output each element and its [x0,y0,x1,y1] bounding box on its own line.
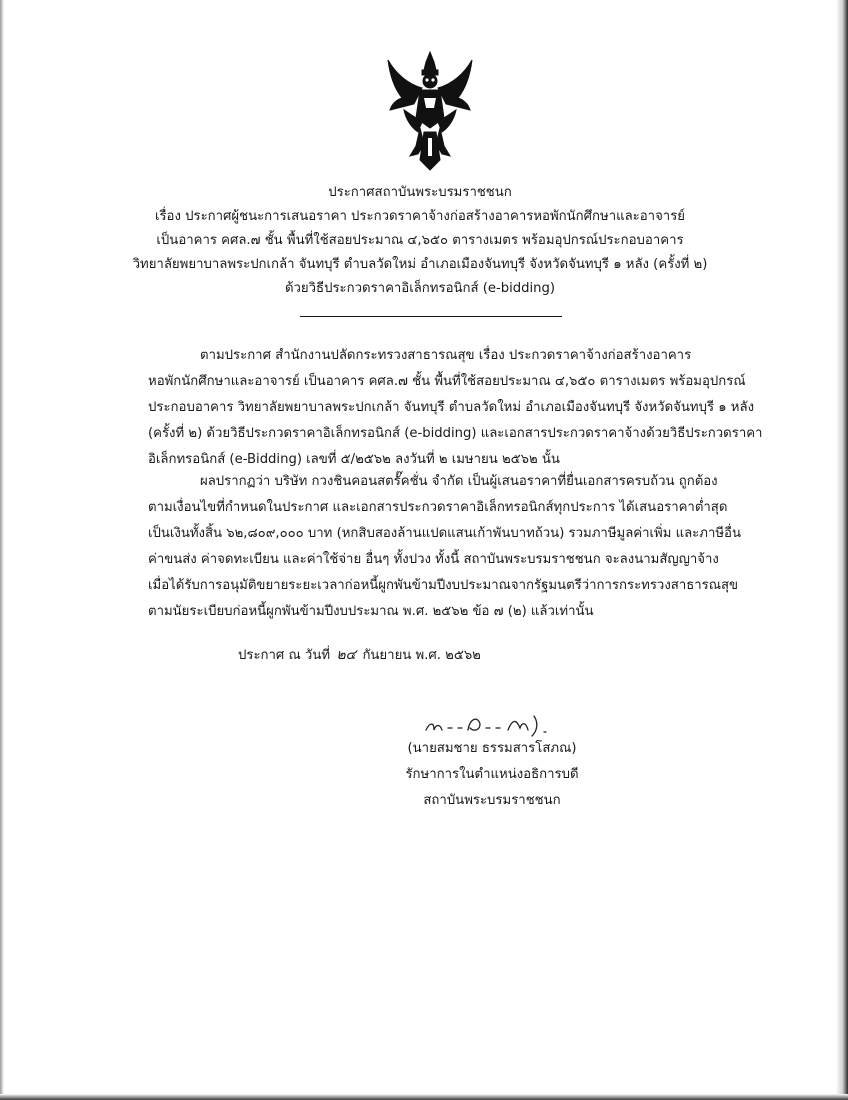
date-day-handwritten: ๒๔ [336,647,357,663]
paragraph-line: เมื่อได้รับการอนุมัติขยายระยะเวลาก่อหนี้ผูกพันข้ามปีงบประมาณจากรัฐมนตรีว่าการกระทรวงสาธารณสุข [148,578,739,593]
paragraph-line: ตามนัยระเบียบก่อหนี้ผูกพันข้ามปีงบประมาณ พ.ศ. ๒๕๖๒ ข้อ ๗ (๒) แล้วเท่านั้น [148,604,594,619]
garuda-emblem-icon [384,48,476,172]
signatory-organization: สถาบันพระบรมราชชนก [423,793,561,808]
heading-subject-line-2: เป็นอาคาร คศล.๗ ชั้น พื้นที่ใช้สอยประมาณ ๔,๖๕๐ ตารางเมตร พร้อมอุปกรณ์ประกอบอาคาร [156,233,684,248]
paragraph-line: ตามประกาศ สำนักงานปลัดกระทรวงสาธารณสุข เรื่อง ประกวดราคาจ้างก่อสร้างอาคาร [200,348,692,363]
paragraph-line: อิเล็กทรอนิกส์ (e-Bidding) เลขที่ ๕/๒๕๖๒ ลงวันที่ ๒ เมษายน ๒๕๖๒ นั้น [148,452,560,467]
paragraph-line: เป็นเงินทั้งสิ้น ๖๒,๘๐๙,๐๐๐ บาท (หกสิบสองล้านแปดแสนเก้าพันบาทถ้วน) รวมภาษีมูลค่าเพิ่ม และภาษีอื่น [148,526,741,541]
paragraph-reference [148,343,788,473]
paragraph-line: ตามเงื่อนไขที่กำหนดในประกาศ และเอกสารประกวดราคาอิเล็กทรอนิกส์ทุกประการ ได้เสนอราคาต่ำสุด [148,500,728,515]
paragraph-line: ค่าขนส่ง ค่าจดทะเบียน และค่าใช้จ่าย อื่นๆ ทั้งปวง ทั้งนี้ สถาบันพระบรมราชชนก จะลงนามสัญญาจ้าง [148,552,719,567]
announcement-heading [120,181,720,301]
announcement-date [238,643,481,668]
heading-subject-line-1: เรื่อง ประกาศผู้ชนะการเสนอราคา ประกวดราคาจ้างก่อสร้างอาคารหอพักนักศึกษาและอาจารย์ [154,209,686,224]
signatory-block [372,736,612,814]
paragraph-line: ประกอบอาคาร วิทยาลัยพยาบาลพระปกเกล้า จันทบุรี ตำบลวัดใหม่ อำเภอเมืองจันทบุรี จังหวัดจันทบุรี ๑ หลัง [148,400,755,415]
signatory-position: รักษาการในตำแหน่งอธิการบดี [405,767,579,782]
heading-issuer: ประกาศสถาบันพระบรมราชชนก [328,185,512,200]
heading-subject-line-4: ด้วยวิธีประกวดราคาอิเล็กทรอนิกส์ (e-bidding) [284,281,556,296]
paragraph-line: หอพักนักศึกษาและอาจารย์ เป็นอาคาร คศล.๗ ชั้น พื้นที่ใช้สอยประมาณ ๔,๖๕๐ ตารางเมตร พร้อมอุปกรณ์ [148,374,746,389]
scan-edge-left [0,0,4,1100]
heading-divider [300,316,562,317]
date-suffix: กันยายน พ.ศ. ๒๕๖๒ [362,648,481,663]
paragraph-result [148,469,788,625]
heading-subject-line-3: วิทยาลัยพยาบาลพระปกเกล้า จันทบุรี ตำบลวัดใหม่ อำเภอเมืองจันทบุรี จังหวัดจันทบุรี ๑ หลัง (ครั้งที่ ๒) [132,257,708,272]
paragraph-line: ผลปรากฏว่า บริษัท กวงชินคอนสตรั๊คชั่น จำกัด เป็นผู้เสนอราคาที่ยื่นเอกสารครบถ้วน ถูกต้อง [200,474,718,489]
date-prefix: ประกาศ ณ วันที่ [238,648,331,663]
signatory-name: (นายสมชาย ธรรมสารโสภณ) [407,741,577,756]
paragraph-line: (ครั้งที่ ๒) ด้วยวิธีประกวดราคาอิเล็กทรอนิกส์ (e-bidding) และเอกสารประกวดราคาจ้างด้วยวิธีประกวดราคา [148,426,763,441]
scan-edge-bottom [0,1094,848,1100]
handwritten-signature [420,706,570,740]
scan-edge-right [836,0,848,1100]
